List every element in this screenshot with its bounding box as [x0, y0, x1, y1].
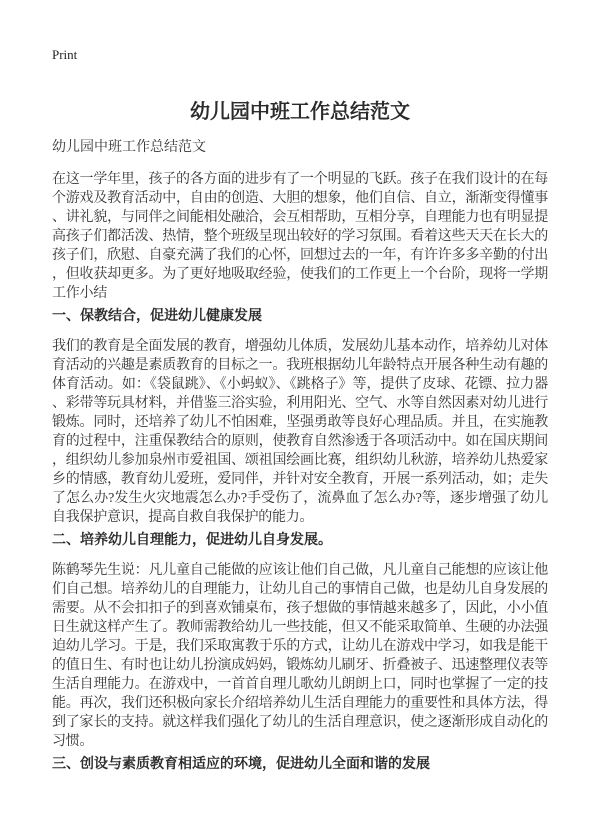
section-2-heading: 二、培养幼儿自理能力，促进幼儿自身发展。 [52, 533, 332, 548]
toolbar [52, 46, 548, 81]
section-2-body: 陈鹤琴先生说：凡儿童自己能做的应该让他们自己做，凡儿童自己能想的应该让他们自己想。培养幼儿的自理能力，让幼儿自己的事情自己做，也是幼儿自身发展的需要。从不会扣扣子的到喜欢铺桌布，孩子想做的事情越来越多了，因此，小小值日生就这样产生了。教师需教给幼儿一些技能，但又不能采取简单、生硬的办法强迫幼儿学习。于是，我们采取寓教于乐的方式，让幼儿在游戏中学习，如我是能干的值日生、有时也让幼儿扮演成妈妈，锻炼幼儿刷牙、折叠被子、迅速整理仪表等生活自理能力。在游戏中，一首首自理儿歌幼儿朗朗上口，同时也掌握了一定的技能。再次，我们还积极向家长介绍培养幼儿生活自理能力的重要性和具体方法，得到了家长的支持。就这样我们强化了幼儿的生活自理意识，使之逐渐形成自动化的习惯。 [52, 563, 548, 749]
section-1-body: 我们的教育是全面发展的教育，增强幼儿体质，发展幼儿基本动作，培养幼儿对体育活动的兴趣是素质教育的目标之一。我班根据幼儿年龄特点开展各种生动有趣的体育活动。如：《袋鼠跳》、《小蚂蚁》、《跳格子》等，提供了皮球、花镖、拉力器、彩带等玩具材料，并借鉴三浴实验，利用阳光、空气、水等自然因素对幼儿进行锻炼。同时，还培养了幼儿不怕困难，坚强勇敢等良好心理品质。并且，在实施教育的过程中，注重保教结合的原则，使教育自然渗透于各项活动中。如在国庆期间，组织幼儿参加泉州市爱祖国、颂祖国绘画比赛，组织幼儿秋游，培养幼儿热爱家乡的情感，教育幼儿爱班，爱同伴，并针对安全教育，开展一系列活动，如；走失了怎么办?发生火灾地震怎么办?手受伤了，流鼻血了怎么办?等，逐步增强了幼儿自我保护意识，提高自救自我保护的能力。 [52, 339, 548, 525]
document-subtitle: 幼儿园中班工作总结范文 [52, 140, 206, 155]
intro-paragraph: 在这一学年里，孩子的各方面的进步有了一个明显的飞跃。孩子在我们设计的在每个游戏及教育活动中，自由的创造、大胆的想象，他们自信、自立，渐渐变得懂事、讲礼貌，与同伴之间能相处融洽，会互相帮助，互相分享，自理能力也有明显提高孩子们都活泼、热情，整个班级呈现出较好的学习氛围。看着这些天天在长大的孩子们，欣慰、自豪充满了我们的心怀，回想过去的一年，有许许多多辛勤的付出，但收获却更多。为了更好地吸取经验，使我们的工作更上一个台阶，现将一学期工作小结 [52, 172, 548, 301]
page-title: 幼儿园中班工作总结范文 [190, 101, 410, 123]
section-1-heading: 一、保教结合，促进幼儿健康发展 [52, 309, 262, 324]
section-3-heading: 三、创设与素质教育相适应的环境，促进幼儿全面和谐的发展 [52, 757, 430, 772]
print-link[interactable]: Print [52, 47, 78, 62]
